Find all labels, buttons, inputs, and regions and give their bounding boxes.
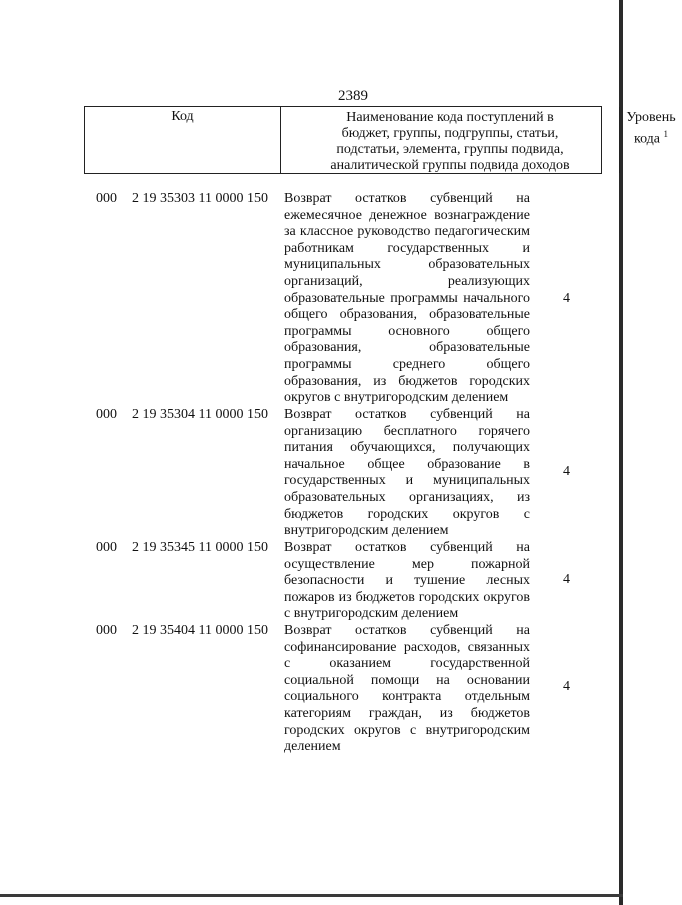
name-line: Возврат остатков субвенций на: [284, 623, 530, 638]
name-line: Возврат остатков субвенций на: [284, 191, 530, 206]
income-name: [284, 407, 530, 540]
name-line: образовательных организациях, из: [284, 489, 530, 505]
name-line: за классное руководство педагогическим: [284, 224, 530, 240]
name-line: питания обучающихся, получающих: [284, 440, 530, 456]
code-level: 4: [563, 679, 570, 694]
name-line: осуществление мер пожарной: [284, 556, 530, 572]
header-name-line: подстатьи, элемента, группы подвида,: [336, 142, 564, 157]
code-level: 4: [563, 291, 570, 306]
name-line: софинансирование расходов, связанных: [284, 639, 530, 655]
header-name: [280, 107, 620, 173]
name-line: образования, образовательные: [284, 340, 530, 356]
table-header: [84, 106, 676, 174]
header-name-line: Наименование кода поступлений в: [346, 110, 554, 125]
income-code: 2 19 35404 11 0000 150: [132, 623, 268, 638]
code-level: 4: [563, 572, 570, 587]
name-line: программы основного общего: [284, 323, 530, 339]
income-code: 2 19 35303 11 0000 150: [132, 191, 268, 206]
agency-code: 000: [96, 407, 117, 422]
name-line: Возврат остатков субвенций на: [284, 540, 530, 555]
name-line: округов с внутригородским делением: [284, 390, 509, 406]
name-line: программы среднего общего: [284, 356, 530, 372]
income-name: [284, 623, 530, 756]
name-line: организацию бесплатного горячего: [284, 423, 530, 439]
code-level: 4: [563, 464, 570, 479]
name-line: организаций, реализующих: [284, 273, 530, 289]
name-line: Возврат остатков субвенций на: [284, 407, 530, 422]
name-line: городских округов с внутригородским: [284, 722, 530, 738]
income-code: 2 19 35345 11 0000 150: [132, 540, 268, 555]
name-line: образования, из бюджетов городских: [284, 373, 530, 389]
name-line: безопасности и тушение лесных: [284, 573, 530, 589]
footnote-mark: 1: [663, 129, 669, 139]
header-level: [620, 107, 682, 173]
header-level-line2: [620, 126, 682, 148]
agency-code: 000: [96, 623, 117, 638]
header-code: Код: [171, 109, 194, 124]
page-number: 2389: [338, 88, 368, 104]
name-line: бюджетов городских округов с: [284, 506, 530, 522]
name-line: социального контракта отдельным: [284, 689, 530, 705]
name-line: внутригородским делением: [284, 523, 449, 539]
income-name: [284, 540, 530, 623]
name-line: пожаров из бюджетов городских округов: [284, 589, 530, 605]
header-level-text: кода: [633, 131, 661, 147]
name-line: с оказанием государственной: [284, 656, 530, 672]
name-line: делением: [284, 739, 341, 755]
agency-code: 000: [96, 191, 117, 206]
header-name-line: аналитической группы подвида доходов: [330, 158, 570, 173]
name-line: ежемесячное денежное вознаграждение: [284, 207, 530, 223]
header-level-line1: Уровень: [626, 110, 676, 125]
agency-code: 000: [96, 540, 117, 555]
scan-edge-bottom: [0, 894, 623, 897]
name-line: с внутригородским делением: [284, 606, 459, 622]
name-line: государственных и муниципальных: [284, 473, 530, 489]
name-line: социальной помощи на основании: [284, 672, 530, 688]
name-line: начальное общее образование в: [284, 456, 530, 472]
name-line: работникам государственных и: [284, 240, 530, 256]
income-code: 2 19 35304 11 0000 150: [132, 407, 268, 422]
name-line: общего образования, образовательные: [284, 307, 530, 323]
income-name: [284, 191, 530, 407]
name-line: муниципальных образовательных: [284, 257, 530, 273]
header-name-line: бюджет, группы, подгруппы, статьи,: [341, 126, 559, 141]
name-line: образовательные программы начального: [284, 290, 530, 306]
name-line: категориям граждан, из бюджетов: [284, 705, 530, 721]
